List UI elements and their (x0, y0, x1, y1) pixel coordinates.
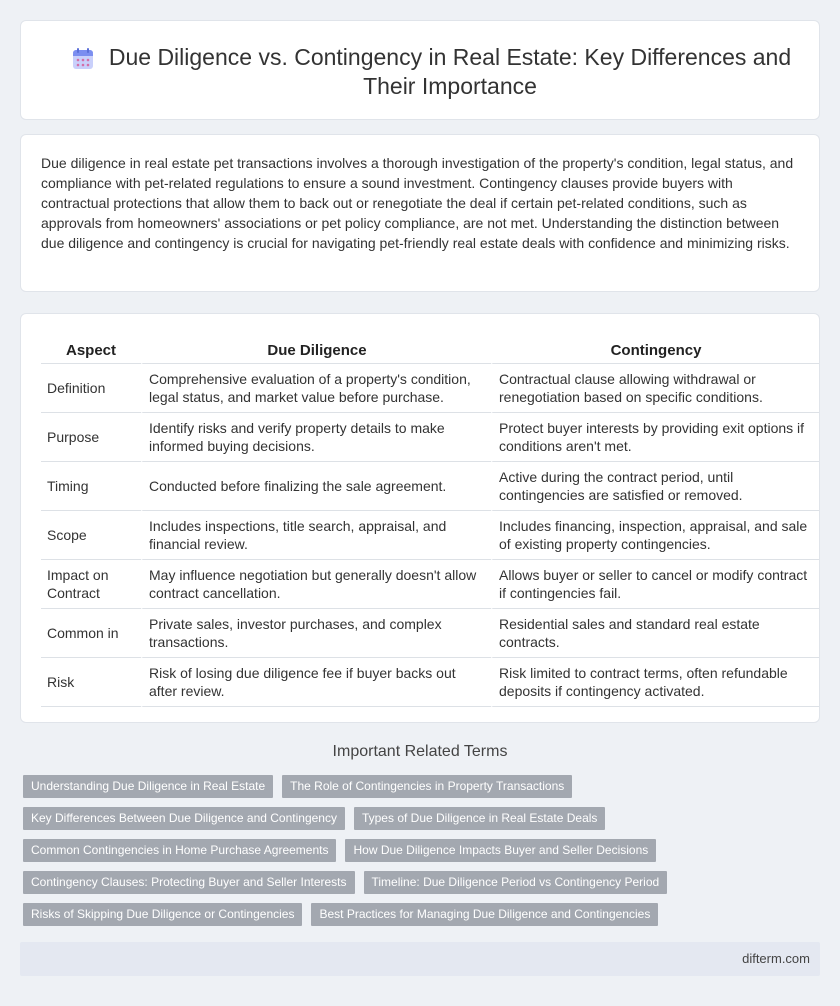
intro-paragraph: Due diligence in real estate pet transactions involves a thorough investigation of the property's condition, legal status, and compliance with pet-related regulations to ensure a sound investment. Contingency clauses provide buyers with contractual protections that allow them to back out or renegotiate the deal if certain pet-related conditions, such as approvals from homeowners' associations or pet policy compliance, are not met. Understanding the distinction between due diligence and contingency is crucial for navigating pet-friendly real estate deals with confidence and minimizing risks. (41, 155, 794, 251)
aspect-cell: Common in (41, 609, 141, 658)
due-diligence-cell: Private sales, investor purchases, and complex transactions. (141, 609, 491, 658)
related-term-link[interactable]: Best Practices for Managing Due Diligence and Contingencies (311, 903, 658, 926)
tag-row (23, 903, 663, 926)
related-term-link[interactable]: The Role of Contingencies in Property Transactions (282, 775, 572, 798)
tag-row (23, 839, 663, 862)
related-term-link[interactable]: Common Contingencies in Home Purchase Agreements (23, 839, 336, 862)
page-title: Due Diligence vs. Contingency in Real Estate: Key Differences and Their Importance (108, 44, 792, 99)
related-term-link[interactable]: Timeline: Due Diligence Period vs Contingency Period (364, 871, 668, 894)
due-diligence-cell: Risk of losing due diligence fee if buyer backs out after review. (141, 658, 491, 707)
related-term-link[interactable]: Risks of Skipping Due Diligence or Contingencies (23, 903, 302, 926)
contingency-cell: Residential sales and standard real estate contracts. (491, 609, 819, 658)
calendar-icon (71, 47, 95, 71)
due-diligence-cell: Comprehensive evaluation of a property's condition, legal status, and market value before purchase. (141, 364, 491, 413)
table-row (41, 413, 819, 462)
due-diligence-cell: Identify risks and verify property details to make informed buying decisions. (141, 413, 491, 462)
contingency-cell: Includes financing, inspection, appraisal, and sale of existing property contingencies. (491, 511, 819, 560)
header-due-diligence: Due Diligence (141, 332, 491, 364)
contingency-cell: Active during the contract period, until contingencies are satisfied or removed. (491, 462, 819, 511)
header-contingency: Contingency (491, 332, 819, 364)
due-diligence-cell: Includes inspections, title search, appraisal, and financial review. (141, 511, 491, 560)
due-diligence-cell: May influence negotiation but generally doesn't allow contract cancellation. (141, 560, 491, 609)
comparison-table (41, 332, 819, 707)
footer-bar (20, 942, 820, 976)
aspect-cell: Risk (41, 658, 141, 707)
table-row (41, 658, 819, 707)
contingency-cell: Allows buyer or seller to cancel or modify contract if contingencies fail. (491, 560, 819, 609)
table-row (41, 609, 819, 658)
related-term-link[interactable]: Types of Due Diligence in Real Estate Deals (354, 807, 605, 830)
contingency-cell: Risk limited to contract terms, often refundable deposits if contingency activated. (491, 658, 819, 707)
intro-card (20, 134, 820, 292)
aspect-cell: Scope (41, 511, 141, 560)
due-diligence-cell: Conducted before finalizing the sale agreement. (141, 462, 491, 511)
related-terms-heading: Important Related Terms (332, 743, 508, 760)
comparison-card (20, 313, 820, 723)
tag-row (23, 807, 663, 830)
aspect-cell: Timing (41, 462, 141, 511)
contingency-cell: Protect buyer interests by providing exit options if conditions aren't met. (491, 413, 819, 462)
related-term-link[interactable]: Key Differences Between Due Diligence and Contingency (23, 807, 345, 830)
table-row (41, 462, 819, 511)
aspect-cell: Definition (41, 364, 141, 413)
site-link[interactable]: difterm.com (742, 951, 810, 966)
header-aspect: Aspect (41, 332, 141, 364)
tag-row (23, 871, 663, 894)
related-term-link[interactable]: Understanding Due Diligence in Real Estate (23, 775, 273, 798)
header-card (20, 20, 820, 120)
related-term-link[interactable]: How Due Diligence Impacts Buyer and Seller Decisions (345, 839, 656, 862)
aspect-cell: Purpose (41, 413, 141, 462)
related-term-link[interactable]: Contingency Clauses: Protecting Buyer and Seller Interests (23, 871, 355, 894)
contingency-cell: Contractual clause allowing withdrawal or renegotiation based on specific conditions. (491, 364, 819, 413)
table-row (41, 511, 819, 560)
related-terms-list (23, 775, 663, 935)
tag-row (23, 775, 663, 798)
table-row (41, 364, 819, 413)
table-row (41, 560, 819, 609)
table-header-row (41, 332, 819, 364)
aspect-cell: Impact on Contract (41, 560, 141, 609)
